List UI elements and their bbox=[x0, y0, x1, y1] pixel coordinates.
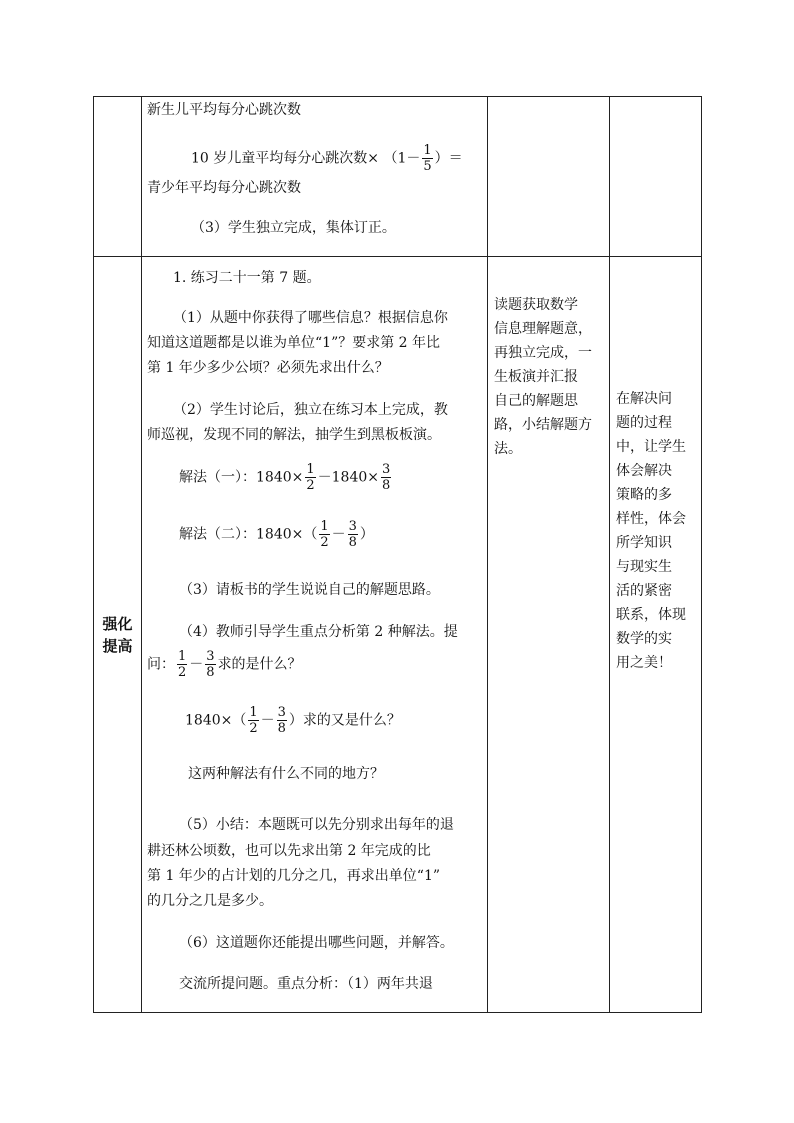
formula-text: 求的是什么？ bbox=[217, 656, 302, 673]
intent-line: 数学的实 bbox=[616, 631, 672, 647]
formula-text: ）＝ bbox=[434, 150, 463, 167]
fraction bbox=[205, 649, 215, 680]
text-line: 师巡视，发现不同的解法，抽学生到黑板板演。 bbox=[147, 427, 441, 443]
intent-line: 用之美！ bbox=[616, 655, 672, 671]
student-line: 自己的解题思 bbox=[494, 393, 578, 409]
student-line: 生板演并汇报 bbox=[494, 369, 578, 385]
student-activity-text bbox=[494, 293, 606, 461]
lesson-plan-table bbox=[93, 96, 702, 1013]
design-intent-cell bbox=[610, 257, 702, 1013]
fraction bbox=[277, 705, 287, 736]
numerator: 1 bbox=[306, 462, 315, 477]
text-line: 这两种解法有什么不同的地方？ bbox=[188, 766, 384, 782]
denominator: 8 bbox=[348, 535, 357, 550]
intent-cell-empty bbox=[610, 97, 702, 257]
table-row bbox=[94, 97, 702, 257]
intent-line: 联系，体现 bbox=[616, 607, 686, 623]
numerator: 3 bbox=[206, 649, 215, 664]
student-line: 再独立完成，一 bbox=[494, 345, 592, 361]
fraction bbox=[177, 649, 187, 680]
fraction bbox=[305, 462, 315, 493]
text-line: （4）教师引导学生重点分析第 2 种解法。提 bbox=[179, 624, 458, 640]
intent-line: 样性，体会 bbox=[616, 511, 686, 527]
text-line: 交流所提问题。重点分析：（1）两年共退 bbox=[179, 976, 433, 992]
student-line: 读题获取数学 bbox=[494, 297, 578, 313]
question-line bbox=[185, 705, 401, 736]
text-line: 第 1 年少的占计划的几分之几，再求出单位“1” bbox=[147, 868, 441, 884]
text-line: 新生儿平均每分心跳次数 bbox=[147, 102, 301, 118]
formula-text: － bbox=[260, 712, 275, 729]
intent-line: 体会解决 bbox=[616, 463, 672, 479]
text-line: 耕还林公顷数，也可以先求出第 2 年完成的比 bbox=[147, 843, 431, 859]
student-line: 法。 bbox=[494, 441, 522, 457]
numerator: 3 bbox=[382, 462, 391, 477]
denominator: 8 bbox=[382, 478, 391, 493]
formula-text: －1840× bbox=[317, 469, 379, 486]
text-line: 青少年平均每分心跳次数 bbox=[147, 180, 301, 196]
text-line: （1）从题中你获得了哪些信息？根据信息你 bbox=[173, 310, 448, 326]
intent-line: 策略的多 bbox=[616, 487, 672, 503]
denominator: 2 bbox=[320, 535, 329, 550]
intent-line: 中，让学生 bbox=[616, 439, 686, 455]
denominator: 2 bbox=[249, 721, 258, 736]
formula-text: 10 岁儿童平均每分心跳次数× （1－ bbox=[191, 150, 421, 167]
intent-line: 与现实生 bbox=[616, 559, 672, 575]
fraction bbox=[319, 519, 329, 550]
item-title: 1. 练习二十一第 7 题。 bbox=[173, 270, 321, 286]
formula-text: 解法（二）：1840×（ bbox=[179, 526, 318, 543]
student-line: 信息理解题意， bbox=[494, 321, 592, 337]
method-two bbox=[179, 519, 374, 550]
fraction bbox=[348, 519, 358, 550]
denominator: 8 bbox=[206, 665, 215, 680]
fraction bbox=[248, 705, 258, 736]
denominator: 5 bbox=[423, 159, 432, 174]
text-line: （6）这道题你还能提出哪些问题，并解答。 bbox=[179, 935, 454, 951]
formula-text: ） bbox=[359, 526, 374, 543]
stage-label-line: 提高 bbox=[102, 636, 133, 655]
stage-label-line: 强化 bbox=[102, 614, 133, 633]
formula-text: ）求的又是什么？ bbox=[288, 712, 401, 729]
intent-line: 活的紧密 bbox=[616, 583, 672, 599]
text-line: 的几分之几是多少。 bbox=[147, 893, 273, 909]
process-cell bbox=[142, 257, 488, 1013]
stage-cell-empty bbox=[94, 97, 142, 257]
formula-text: 问： bbox=[147, 656, 175, 673]
fraction bbox=[381, 462, 391, 493]
numerator: 1 bbox=[178, 649, 187, 664]
formula-text: － bbox=[189, 656, 204, 673]
question-line bbox=[147, 649, 302, 680]
text-line: （2）学生讨论后，独立在练习本上完成，教 bbox=[173, 402, 448, 418]
student-activity-cell bbox=[488, 257, 610, 1013]
intent-line: 题的过程 bbox=[616, 415, 672, 431]
stage-cell bbox=[94, 257, 142, 1013]
text-line: （3）请板书的学生说说自己的解题思路。 bbox=[179, 582, 440, 598]
numerator: 3 bbox=[277, 705, 286, 720]
student-line: 路，小结解题方 bbox=[494, 417, 592, 433]
formula-text: － bbox=[331, 526, 346, 543]
text-line: （5）小结：本题既可以先分别求出每年的退 bbox=[179, 817, 454, 833]
formula-text: 1840×（ bbox=[185, 712, 247, 729]
numerator: 1 bbox=[320, 519, 329, 534]
denominator: 2 bbox=[306, 478, 315, 493]
denominator: 2 bbox=[178, 665, 187, 680]
stage-label bbox=[94, 613, 141, 657]
text-line: （3）学生独立完成，集体订正。 bbox=[191, 220, 396, 236]
fraction bbox=[422, 143, 432, 174]
intent-line: 所学知识 bbox=[616, 535, 672, 551]
numerator: 3 bbox=[348, 519, 357, 534]
text-line: 知道这道题都是以谁为单位“1”？要求第 2 年比 bbox=[147, 335, 441, 351]
student-cell-empty bbox=[488, 97, 610, 257]
method-one bbox=[179, 462, 393, 493]
process-cell-continued bbox=[142, 97, 488, 257]
design-intent-text bbox=[616, 387, 698, 675]
denominator: 8 bbox=[277, 721, 286, 736]
numerator: 1 bbox=[249, 705, 258, 720]
table-row bbox=[94, 257, 702, 1013]
formula-text: 解法（一）：1840× bbox=[179, 469, 304, 486]
text-line: 第 1 年少多少公顷？必须先求出什么？ bbox=[147, 360, 389, 376]
intent-line: 在解决问 bbox=[616, 391, 672, 407]
formula-line bbox=[191, 143, 463, 174]
numerator: 1 bbox=[423, 143, 432, 158]
